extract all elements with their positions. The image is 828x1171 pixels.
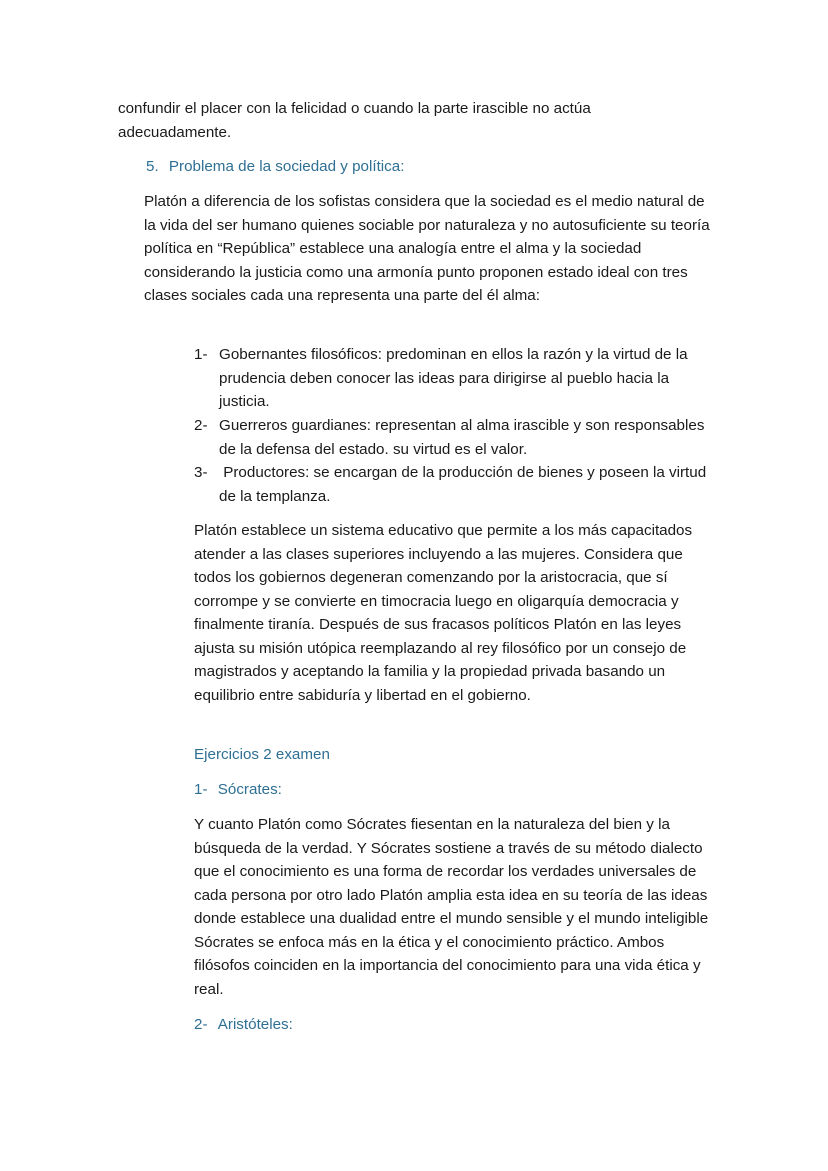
exercise-2-title: Aristóteles: (217, 1016, 293, 1033)
intro-paragraph: confundir el placer con la felicidad o cuando la parte irascible no actúa adecuadamente. (118, 100, 591, 141)
list-item-text: Gobernantes filosóficos: predominan en ellos la razón y la virtud de la prudencia deben conocer las ideas para dirigirse al pueblo hacia la justicia. (219, 346, 688, 410)
exercise-1-title: Sócrates: (217, 781, 282, 798)
section-5-title: Problema de la sociedad y política: (168, 158, 405, 175)
list-item-number: 3- (194, 464, 208, 481)
exercise-2-number: 2- (194, 1016, 208, 1033)
list-item-number: 1- (194, 346, 208, 363)
list-item (194, 343, 714, 414)
exercises-heading: Ejercicios 2 examen (194, 746, 330, 763)
list-item-number: 2- (194, 417, 208, 434)
exercise-2-heading (194, 1013, 594, 1037)
section-5-heading (146, 155, 746, 179)
education-paragraph: Platón establece un sistema educativo que permite a los más capacitados atender a las clases superiores incluyendo a las mujeres. Considera que todos los gobiernos degeneran comenzando por la aristocracia, que sí corrompe y se convierte en timocracia luego en oligarquía democracia y finalmente tiranía. Después de sus fracasos políticos Platón en las leyes ajusta su misión utópica reemplazando al rey filosófico por un consejo de magistrados y aceptando la familia y la propiedad privada basando un equilibrio entre sabiduría y libertad en el gobierno. (194, 522, 693, 704)
exercise-1-heading (194, 778, 594, 802)
list-item (194, 414, 714, 461)
section-5-paragraph: Platón a diferencia de los sofistas considera que la sociedad es el medio natural de la vida del ser humano quienes sociable por naturaleza y no autosuficiente su teoría política en “República” establece una analogía entre el alma y la sociedad considerando la justicia como una armonía punto proponen estado ideal con tres clases sociales cada una representa una parte del él alma: (144, 193, 710, 304)
exercise-1-paragraph: Y cuanto Platón como Sócrates fiesentan en la naturaleza del bien y la búsqueda de la verdad. Y Sócrates sostiene a través de su método dialecto que el conocimiento es una forma de recordar los verdades universales de cada persona por otro lado Platón amplia esta idea en su teoría de las ideas donde establece una dualidad entre el mundo sensible y el mundo inteligible Sócrates se enfoca más en la ética y el conocimiento práctico. Ambos filósofos coinciden en la importancia del conocimiento para una vida ética y real. (194, 816, 709, 998)
list-item-text: Guerreros guardianes: representan al alma irascible y son responsables de la defensa del estado. su virtud es el valor. (219, 417, 705, 458)
exercise-1-number: 1- (194, 781, 208, 798)
list-item (194, 461, 714, 508)
list-item-text: Productores: se encargan de la producción de bienes y poseen la virtud de la templanza. (219, 464, 711, 505)
section-5-number: 5. (146, 158, 159, 175)
